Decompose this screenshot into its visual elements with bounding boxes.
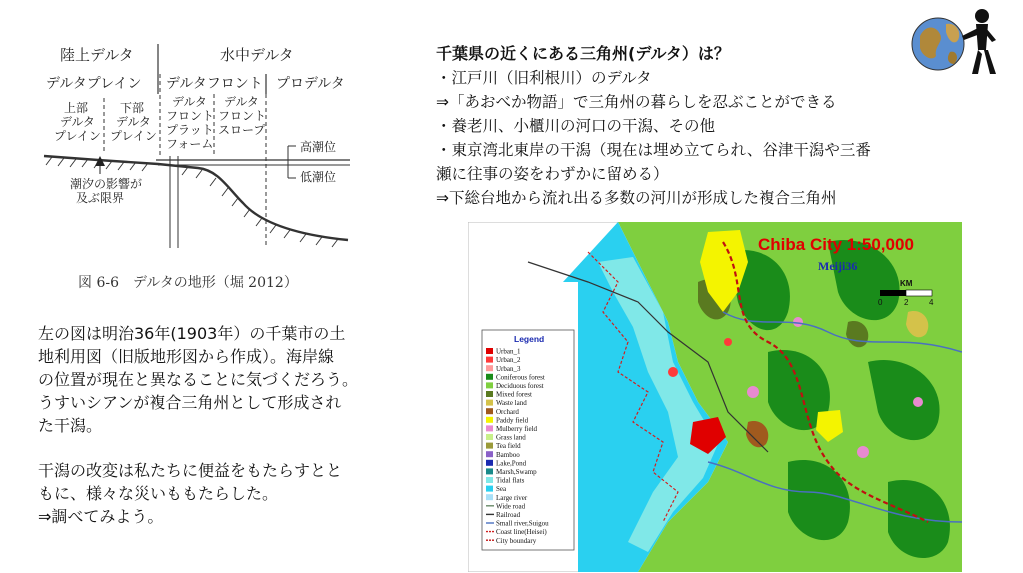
- left-line: の位置が現在と異なることに気づくだろう。: [38, 370, 359, 389]
- legend-swatch: [486, 443, 493, 449]
- label-delta-front: デルタフロント: [166, 76, 263, 92]
- legend-label: Marsh,Swamp: [496, 468, 537, 476]
- label-delta-plain: デルタプレイン: [46, 76, 142, 92]
- legend-swatch: [486, 348, 493, 354]
- label-front-platform-1: デルタ: [172, 95, 207, 109]
- left-line: 左の図は明治36年(1903年）の千葉市の土: [38, 324, 346, 343]
- chiba-land-use-map: [468, 222, 962, 572]
- legend-swatch: [486, 468, 493, 474]
- label-front-slope-3: スロープ: [218, 123, 266, 137]
- legend-swatch: [486, 460, 493, 466]
- legend-label: Urban_3: [496, 364, 521, 373]
- label-lower-plain-1: 下部: [120, 101, 145, 115]
- left-line: 干潟の改変は私たちに便益をもたらすとと: [38, 461, 343, 480]
- left-line: た干潟。: [38, 416, 103, 435]
- label-prodelta: プロデルタ: [276, 76, 345, 92]
- right-line: 瀬に往事の姿をわずかに留める）: [436, 165, 669, 183]
- legend-label: Coniferous forest: [496, 373, 545, 382]
- legend-label: Urban_1: [496, 347, 521, 356]
- label-lower-plain-3: プレイン: [110, 129, 157, 143]
- legend-label: Mixed forest: [496, 390, 532, 399]
- right-line: ⇒下総台地から流れ出る多数の河川が形成した複合三角州: [436, 189, 837, 207]
- legend-label: Grass land: [496, 433, 526, 442]
- scale-tick-0: 0: [878, 298, 883, 307]
- legend-label: Bamboo: [496, 450, 520, 459]
- label-tidal-limit-1: 潮汐の影響が: [70, 177, 143, 191]
- legend-label: Tidal flats: [496, 476, 525, 485]
- right-line: ⇒「あおべか物語」で三角州の暮らしを忍ぶことができる: [436, 93, 837, 111]
- legend-label: Railroad: [496, 511, 521, 519]
- label-underwater-delta: 水中デルタ: [220, 46, 294, 64]
- legend-swatch: [486, 400, 493, 406]
- label-front-slope-1: デルタ: [224, 95, 259, 109]
- legend-label: Large river: [496, 493, 528, 502]
- legend-label: Tea field: [496, 442, 521, 451]
- map-title: Chiba City 1:50,000: [758, 235, 914, 254]
- label-land-delta: 陸上デルタ: [60, 46, 134, 64]
- legend-label: Paddy field: [496, 416, 529, 425]
- label-upper-plain-3: プレイン: [54, 129, 101, 143]
- label-front-platform-2: フロント: [166, 109, 215, 123]
- scale-tick-2: 2: [904, 298, 909, 307]
- globe-figure-icon: [906, 6, 998, 78]
- label-high-tide: 高潮位: [300, 140, 337, 154]
- figure-caption: 図 6-6 デルタの地形（堀 2012）: [78, 275, 298, 291]
- legend-swatch: [486, 365, 493, 371]
- right-line: ・東京湾北東岸の干潟（現在は埋め立てられ、谷津干潟や三番: [436, 141, 871, 159]
- delta-diagram: [38, 38, 358, 266]
- label-front-platform-3: プラット: [166, 123, 214, 137]
- legend-label: Waste land: [496, 399, 527, 408]
- scale-unit: KM: [900, 279, 913, 288]
- legend-swatch: [486, 408, 493, 414]
- map-subtitle: Meiji36: [818, 259, 858, 273]
- legend-label: Lake,Pond: [496, 459, 527, 468]
- label-low-tide: 低潮位: [300, 170, 337, 184]
- legend-title: Legend: [514, 334, 545, 344]
- legend-label: Wide road: [496, 502, 526, 511]
- label-front-slope-2: フロント: [218, 109, 267, 123]
- legend-label: Coast line(Heisei): [496, 528, 547, 537]
- legend-label: Urban_2: [496, 356, 521, 365]
- left-description: [38, 322, 433, 528]
- label-tidal-limit-2: 及ぶ限界: [76, 191, 125, 205]
- legend-label: Sea: [496, 485, 507, 494]
- right-line: ・江戸川（旧利根川）のデルタ: [436, 69, 652, 87]
- legend-label: City boundary: [496, 536, 537, 545]
- legend-swatch: [486, 477, 493, 483]
- legend-label: Mulberry field: [496, 425, 538, 433]
- legend-swatch: [486, 425, 493, 431]
- legend-swatch: [486, 434, 493, 440]
- left-line: 地利用図（旧版地形図から作成）。海岸線: [38, 347, 335, 366]
- section-title: 千葉県の近くにある三角州(デルタ）は？: [436, 44, 730, 63]
- right-line: ・養老川、小櫃川の河口の干潟、その他: [436, 117, 716, 135]
- left-line: もに、様々な災いももたらした。: [38, 484, 279, 503]
- legend-swatch: [486, 391, 493, 397]
- label-front-platform-4: フォーム: [166, 137, 214, 151]
- legend-label: Orchard: [496, 407, 519, 416]
- legend-swatch: [486, 486, 493, 492]
- legend-swatch: [486, 417, 493, 423]
- legend-label: Deciduous forest: [496, 382, 544, 390]
- legend-swatch: [486, 451, 493, 457]
- legend-swatch: [486, 494, 493, 500]
- label-upper-plain-1: 上部: [64, 101, 89, 115]
- label-lower-plain-2: デルタ: [116, 115, 151, 129]
- legend-label: Small river,Suigou: [496, 519, 549, 528]
- label-upper-plain-2: デルタ: [60, 115, 95, 129]
- legend-swatch: [486, 374, 493, 380]
- scale-tick-4: 4: [929, 298, 934, 307]
- legend-swatch: [486, 357, 493, 363]
- left-line: ⇒調べてみよう。: [38, 507, 164, 526]
- map-legend: [482, 330, 574, 550]
- legend-swatch: [486, 382, 493, 388]
- left-line: うすいシアンが複合三角州として形成され: [38, 393, 342, 412]
